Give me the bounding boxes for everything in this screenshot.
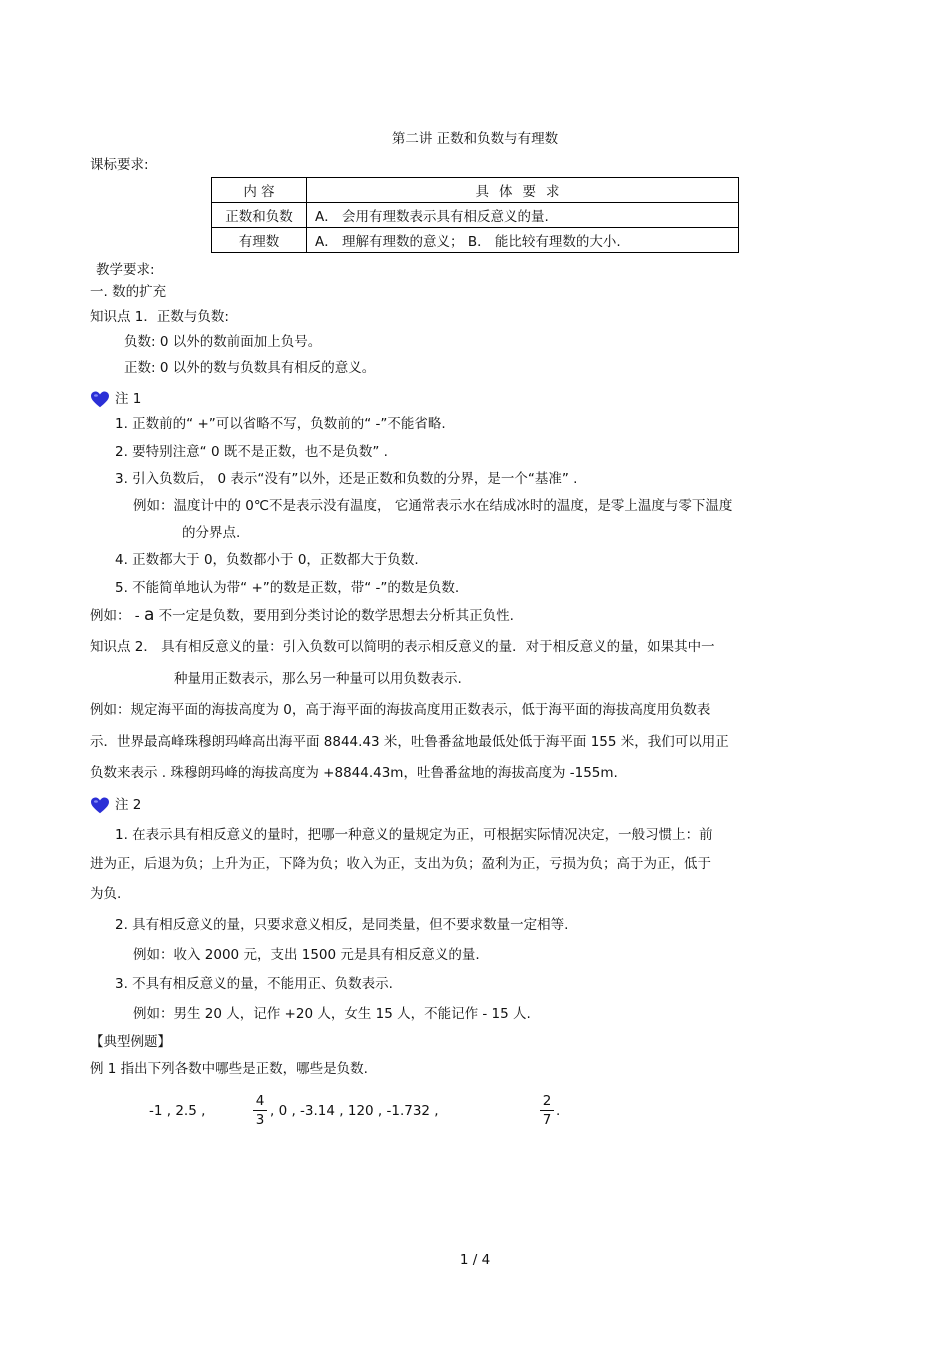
note-2-example: 例如：收入 2000 元，支出 1500 元是具有相反意义的量. — [133, 947, 480, 963]
note-1-example: 的分界点. — [182, 525, 241, 541]
note-1-label: 注 1 — [115, 391, 142, 407]
fraction-numerator: 2 — [542, 1093, 552, 1109]
note-2-item: 1. 在表示具有相反意义的量时，把哪一种意义的量规定为正，可根据实际情况决定，一般习惯上：前 — [115, 827, 713, 843]
number-list-start: -1 , 2.5 , — [149, 1103, 206, 1119]
negative-definition: 负数: 0 以外的数前面加上负号。 — [124, 334, 322, 350]
fraction-four-thirds — [253, 1093, 267, 1128]
kp2-example: 负数来表示 . 珠穆朗玛峰的海拔高度为 +8844.43m，吐鲁番盆地的海拔高度为 -155m. — [90, 765, 618, 781]
note-2-label: 注 2 — [115, 797, 142, 813]
table-header-row — [212, 178, 739, 203]
kp2-example: 例如：规定海平面的海拔高度为 0，高于海平面的海拔高度用正数表示，低于海平面的海拔高度用负数表 — [90, 702, 711, 718]
table-row — [212, 228, 739, 253]
typical-examples-heading: 【典型例题】 — [90, 1034, 171, 1050]
example-1-prompt: 例 1 指出下列各数中哪些是正数，哪些是负数. — [90, 1061, 368, 1077]
positive-definition: 正数: 0 以外的数与负数具有相反的意义。 — [124, 360, 376, 376]
fraction-denominator: 7 — [542, 1112, 552, 1128]
note-1-item: 1. 正数前的“ +”可以省略不写，负数前的“ -”不能省略. — [115, 416, 446, 432]
note-2-item: 进为正，后退为负；上升为正，下降为负；收入为正，支出为负；盈利为正，亏损为负；高于为正，低于 — [90, 856, 711, 872]
fraction-two-sevenths — [540, 1093, 554, 1128]
page-number: 1 / 4 — [459, 1252, 491, 1268]
note-1-item: 4. 正数都大于 0，负数都小于 0，正数都大于负数. — [115, 552, 419, 568]
table-cell: 有理数 — [212, 228, 307, 253]
requirements-table — [211, 177, 739, 253]
variable-a: a — [143, 605, 155, 625]
teaching-label: 教学要求: — [96, 262, 155, 278]
note-1-item: 2. 要特别注意“ 0 既不是正数，也不是负数” . — [115, 444, 388, 460]
knowledge-point-1: 知识点 1．正数与负数: — [90, 309, 229, 325]
heart-icon — [91, 797, 109, 815]
curriculum-label: 课标要求: — [90, 157, 149, 173]
note-2-item: 为负. — [90, 886, 122, 902]
table-cell: A． 理解有理数的意义； B． 能比较有理数的大小. — [307, 228, 739, 253]
table-cell: A． 会用有理数表示具有相反意义的量. — [307, 203, 739, 228]
number-list-middle: , 0 , -3.14 , 120 , -1.732 , — [270, 1103, 439, 1119]
table-header-cell: 具体要求 — [307, 178, 739, 203]
number-list-end: . — [556, 1103, 561, 1119]
knowledge-point-2: 知识点 2． 具有相反意义的量：引入负数可以简明的表示相反意义的量．对于相反意义的量，如果其中一 — [90, 639, 715, 655]
table-cell: 正数和负数 — [212, 203, 307, 228]
note-1-example: 例如：温度计中的 0℃不是表示没有温度， 它通常表示水在结成冰时的温度，是零上温度与零下温度 — [133, 498, 733, 514]
example-variable-a — [90, 606, 514, 625]
fraction-numerator: 4 — [255, 1093, 265, 1109]
knowledge-point-2: 种量用正数表示，那么另一种量可以用负数表示. — [174, 671, 462, 687]
note-2-item: 3. 不具有相反意义的量，不能用正、负数表示. — [115, 976, 393, 992]
fraction-bar — [540, 1110, 554, 1111]
example-rest: 不一定是负数，要用到分类讨论的数学思想去分析其正负性. — [154, 608, 514, 624]
note-2-example: 例如：男生 20 人，记作 +20 人，女生 15 人，不能记作 - 15 人. — [133, 1006, 531, 1022]
table-header-cell: 内 容 — [212, 178, 307, 203]
note-1-item: 5. 不能简单地认为带“ +”的数是正数，带“ -”的数是负数. — [115, 580, 460, 596]
note-2-item: 2. 具有相反意义的量，只要求意义相反，是同类量，但不要求数量一定相等. — [115, 917, 569, 933]
section-heading: 一. 数的扩充 — [90, 284, 167, 300]
heart-icon — [91, 391, 109, 409]
example-prefix: 例如： - — [90, 608, 144, 624]
table-row — [212, 203, 739, 228]
note-1-item: 3. 引入负数后， 0 表示“没有”以外，还是正数和负数的分界，是一个“基准” . — [115, 471, 578, 487]
page-title: 第二讲 正数和负数与有理数 — [391, 131, 559, 147]
kp2-example: 示．世界最高峰珠穆朗玛峰高出海平面 8844.43 米，吐鲁番盆地最低处低于海平面 155 米，我们可以用正 — [90, 734, 729, 750]
fraction-bar — [253, 1110, 267, 1111]
fraction-denominator: 3 — [255, 1112, 265, 1128]
